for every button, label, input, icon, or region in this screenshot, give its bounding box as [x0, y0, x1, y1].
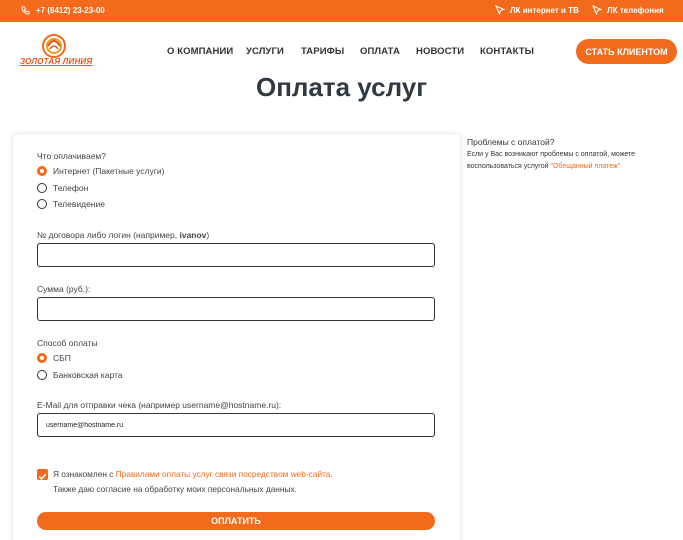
sidebar-text-line2 [467, 163, 620, 170]
become-client-button[interactable]: СТАТЬ КЛИЕНТОМ [576, 39, 677, 64]
sidebar-text-line1: Если у Вас возникают проблемы с оплатой, можете [467, 151, 636, 158]
checkmark-icon [37, 471, 48, 482]
contract-label-suffix: ) [206, 230, 210, 240]
logo-text: ЗОЛОТАЯ ЛИНИЯ [20, 57, 93, 66]
lk-telephony-label: ЛК телефония [607, 5, 664, 15]
nav-about[interactable]: О КОМПАНИИ [167, 46, 234, 57]
page-title: Оплата услуг [255, 72, 428, 102]
nav-payment[interactable]: ОПЛАТА [360, 46, 400, 57]
phone-number: +7 (8412) 23-23-00 [36, 6, 105, 15]
nav-services[interactable]: УСЛУГИ [246, 46, 284, 57]
contract-label [37, 230, 209, 240]
contract-label-prefix: № договора либо логин (например, [37, 230, 180, 240]
email-input[interactable] [37, 413, 435, 437]
what-label: Что оплачиваем? [37, 151, 107, 161]
pay-button[interactable]: ОПЛАТИТЬ [37, 512, 435, 530]
radio-button[interactable] [37, 183, 47, 193]
radio-phone-label: Телефон [53, 183, 89, 193]
consent-line2: Также даю согласие на обработку моих персональных данных. [53, 484, 297, 494]
radio-button[interactable] [37, 199, 47, 209]
radio-sbp[interactable] [37, 353, 71, 363]
sum-input[interactable] [37, 297, 435, 321]
radio-bank-card-label: Банковская карта [53, 370, 123, 380]
radio-button-selected[interactable] [37, 166, 47, 176]
phone-icon [21, 6, 30, 15]
radio-button[interactable] [37, 370, 47, 380]
nav-contacts[interactable]: КОНТАКТЫ [480, 46, 535, 57]
contract-label-example: ivanov [179, 230, 207, 240]
radio-sbp-label: СБП [53, 353, 71, 363]
nav-tariffs[interactable]: ТАРИФЫ [301, 46, 345, 57]
lk-telephony-link[interactable] [592, 5, 664, 15]
radio-internet[interactable] [37, 166, 164, 176]
payment-method-label: Способ оплаты [37, 338, 98, 348]
consent-checkbox[interactable] [37, 469, 48, 480]
radio-phone[interactable] [37, 183, 88, 193]
cursor-icon [495, 5, 505, 15]
sum-label: Сумма (руб.): [37, 284, 91, 294]
lk-internet-tv-link[interactable] [495, 5, 579, 15]
contract-login-input[interactable] [37, 243, 435, 267]
radio-bank-card[interactable] [37, 370, 123, 380]
consent-text [53, 469, 333, 479]
nav-news[interactable]: НОВОСТИ [416, 46, 465, 57]
radio-button-selected[interactable] [37, 353, 47, 363]
email-label: E-Mail для отправки чека (например username@hostname.ru): [37, 400, 282, 410]
payment-rules-link[interactable]: Правилами оплаты услуг связи посредством web-сайта. [115, 469, 333, 479]
top-bar [0, 0, 683, 22]
sidebar-title: Проблемы с оплатой? [467, 137, 555, 147]
sidebar-text-prefix: воспользоваться услугой [467, 163, 551, 170]
radio-internet-label: Интернет (Пакетные услуги) [53, 166, 165, 176]
consent-prefix: Я ознакомлен с [53, 469, 116, 479]
radio-tv-label: Телевидение [53, 199, 105, 209]
radio-tv[interactable] [37, 199, 105, 209]
lk-internet-tv-label: ЛК интернет и ТВ [510, 5, 579, 15]
cursor-icon [592, 5, 602, 15]
promised-payment-link[interactable]: "Обещанный платеж" [550, 163, 621, 170]
logo-emblem-icon [18, 33, 90, 59]
phone-contact[interactable] [21, 6, 105, 15]
